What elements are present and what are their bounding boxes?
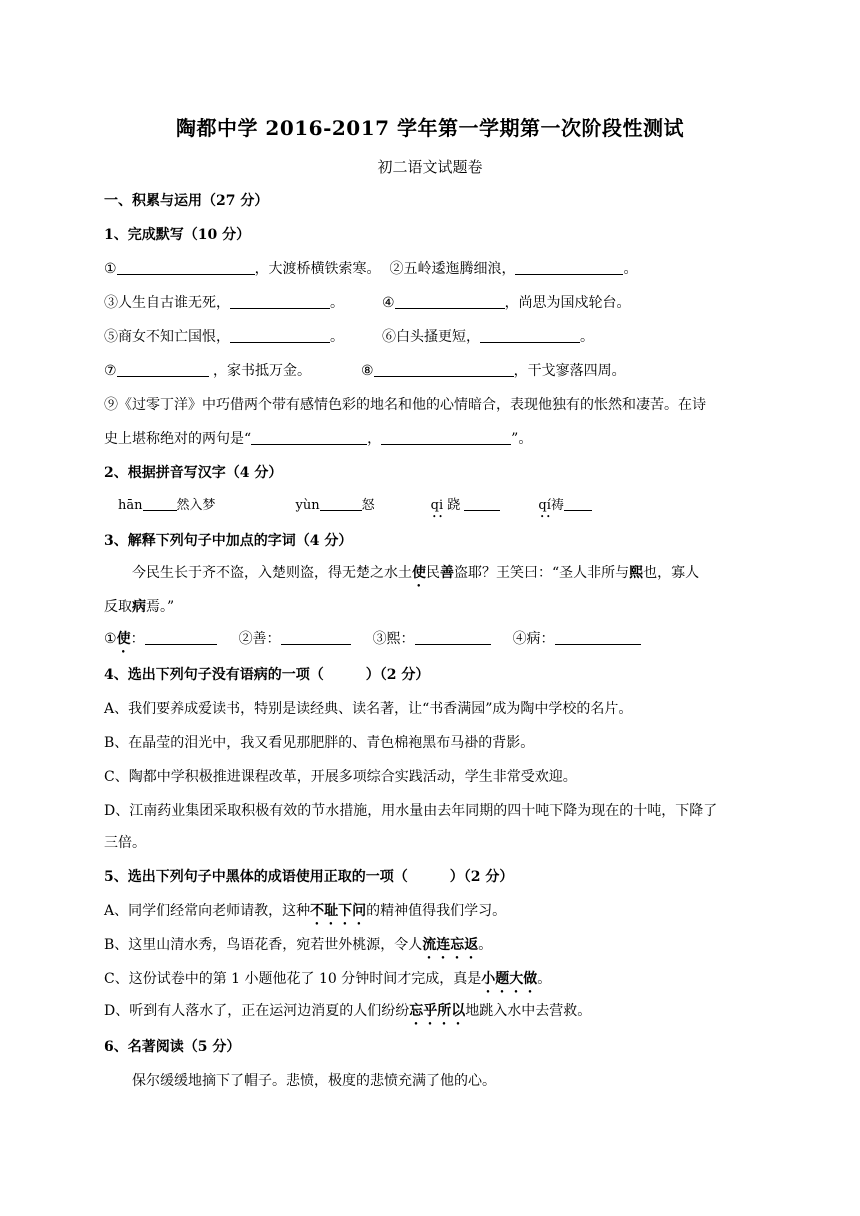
- q4-option-b: B、在晶莹的泪光中，我又看见那肥胖的、青色棉袍黑布马褂的背影。: [104, 735, 535, 751]
- q1-line-1: [104, 258, 637, 278]
- answer-blank[interactable]: [555, 630, 641, 645]
- q5-text: 。: [478, 937, 493, 953]
- q1-text: ⑥白头搔更短，: [382, 329, 480, 345]
- q1-text: 史上堪称绝对的两句是“: [104, 431, 252, 447]
- answer-blank[interactable]: [374, 362, 514, 377]
- page-subtitle: 初二语文试题卷: [377, 158, 483, 176]
- pinyin: qí: [538, 498, 551, 513]
- q1-line-6: [104, 428, 532, 448]
- answer-blank[interactable]: [117, 362, 209, 377]
- q3-text: 也，寡人: [643, 565, 700, 581]
- q3-text: ③熙：: [372, 631, 415, 647]
- q3-text: 焉。”: [146, 599, 175, 615]
- question-3-heading: 3、解释下列句子中加点的字词（4 分）: [104, 533, 353, 549]
- q1-text: ，家书抵万金。: [213, 363, 312, 379]
- page-title: 陶都中学 2016-2017 学年第一学期第一次阶段性测试: [175, 116, 685, 140]
- q3-text: ①: [104, 631, 117, 647]
- dotted-word: 使: [412, 565, 426, 581]
- q3-passage-line-1: [132, 562, 699, 590]
- q4-option-a: A、我们要养成爱读书，特别是读经典、读名著，让“书香满园”成为陶中学校的名片。: [104, 701, 633, 717]
- q5-text: B、这里山清水秀，鸟语花香，宛若世外桃源，令人: [104, 937, 423, 953]
- dotted-word: 熙: [629, 565, 644, 581]
- answer-blank[interactable]: [143, 496, 177, 511]
- q5-text: 。: [537, 971, 552, 987]
- q2-text: 祷: [550, 498, 564, 513]
- q1-text: ②五岭逶迤腾细浪，: [389, 261, 516, 277]
- dotted-word: 善: [440, 565, 454, 581]
- answer-blank[interactable]: [251, 430, 367, 445]
- dotted-word: 使: [116, 631, 131, 647]
- q2-text: 怒: [361, 498, 375, 513]
- q1-text: ⑦: [104, 363, 117, 379]
- q5-text: D、听到有人落水了，正在运河边消夏的人们纷纷: [104, 1003, 410, 1019]
- answer-blank[interactable]: [145, 630, 217, 645]
- q6-passage: 保尔缓缓地摘下了帽子。悲愤，极度的悲愤充满了他的心。: [132, 1073, 496, 1089]
- q1-text: 。: [623, 261, 638, 277]
- answer-blank[interactable]: [381, 430, 511, 445]
- q1-text: ”。: [511, 431, 533, 447]
- idiom: 不耻下问: [310, 903, 367, 919]
- q5-text: C、这份试卷中的第 1 小题他花了 10 分钟时间才完成，真是: [104, 971, 482, 987]
- pinyin: yùn: [295, 498, 320, 513]
- q4-option-c: C、陶都中学积极推进课程改革，开展多项综合实践活动，学生非常受欢迎。: [104, 769, 577, 785]
- q1-text: ，大渡桥横铁索寒。: [254, 261, 381, 277]
- answer-blank[interactable]: [464, 496, 500, 511]
- question-5-heading: 5、选出下列句子中黑体的成语使用正取的一项（ ）（2 分）: [104, 869, 514, 885]
- q1-line-3: [104, 326, 594, 346]
- answer-blank[interactable]: [230, 328, 330, 343]
- q5-text: 地跳入水中去营救。: [465, 1003, 592, 1019]
- answer-blank[interactable]: [230, 294, 330, 309]
- answer-blank[interactable]: [415, 630, 491, 645]
- q3-text: 民: [426, 565, 440, 581]
- q1-line-2: [104, 292, 631, 312]
- q3-text: 盗耶？王笑曰：“圣人非所与: [454, 565, 630, 581]
- answer-blank[interactable]: [395, 294, 505, 309]
- q1-text: ①: [104, 261, 117, 277]
- q1-text: ⑤商女不知亡国恨，: [104, 329, 230, 345]
- idiom: 忘乎所以: [409, 1003, 466, 1019]
- dotted-word: 病: [132, 599, 146, 615]
- q2-pinyin-line: [118, 494, 592, 521]
- q3-text: ②善：: [238, 631, 281, 647]
- answer-blank[interactable]: [281, 630, 351, 645]
- q4-option-d: D、江南药业集团采取积极有效的节水措施，用水量由去年同期的四十吨下降为现在的十吨，下降了: [104, 803, 718, 819]
- q1-text: ④: [382, 295, 395, 311]
- q4-option-d-cont: 三倍。: [104, 835, 146, 851]
- q5-text: 的精神值得我们学习。: [366, 903, 507, 919]
- q5-option-a: [104, 900, 506, 928]
- q3-text: 今民生长于齐不盗，入楚则盗，得无楚之水土: [132, 565, 412, 581]
- q2-text: 跷: [447, 498, 461, 513]
- answer-blank[interactable]: [515, 260, 623, 275]
- section-heading: 一、积累与运用（27 分）: [104, 193, 269, 209]
- q5-text: A、同学们经常向老师请教，这种: [104, 903, 311, 919]
- q5-option-d: [104, 1000, 591, 1028]
- q3-passage-line-2: [104, 596, 174, 616]
- q2-text: 然入梦: [176, 498, 216, 513]
- q3-answer-line: [104, 628, 641, 656]
- q1-text: ③人生自古谁无死，: [104, 295, 230, 311]
- q1-text: 。: [330, 329, 344, 345]
- question-4-heading: 4、选出下列句子没有语病的一项（ ）（2 分）: [104, 667, 430, 683]
- q1-text: 。: [330, 295, 344, 311]
- q3-text: ④病：: [512, 631, 555, 647]
- idiom: 流连忘返: [422, 937, 479, 953]
- question-2-heading: 2、根据拼音写汉字（4 分）: [104, 465, 283, 481]
- answer-blank[interactable]: [564, 496, 592, 511]
- q1-text: ，干戈寥落四周。: [513, 363, 626, 379]
- answer-blank[interactable]: [320, 496, 362, 511]
- pinyin: qi: [430, 498, 444, 513]
- answer-blank[interactable]: [117, 260, 255, 275]
- q3-text: 反取: [104, 599, 132, 615]
- q5-option-c: [104, 968, 551, 996]
- q1-text: ⑧: [361, 363, 374, 379]
- answer-blank[interactable]: [480, 328, 580, 343]
- q1-line-4: [104, 360, 626, 380]
- idiom: 小题大做: [481, 971, 538, 987]
- q1-line-5: ⑨《过零丁洋》中巧借两个带有感情色彩的地名和他的心情暗合，表现他独有的怅然和凄苦。在诗: [104, 397, 706, 413]
- question-1-heading: 1、完成默写（10 分）: [104, 227, 251, 243]
- question-6-heading: 6、名著阅读（5 分）: [104, 1039, 241, 1055]
- q1-text: 。: [580, 329, 594, 345]
- q1-text: ，: [367, 431, 382, 447]
- pinyin: hān: [118, 498, 143, 513]
- q1-text: ，尚思为国戍轮台。: [504, 295, 631, 311]
- q5-option-b: [104, 934, 492, 962]
- q3-text: ：: [130, 631, 145, 647]
